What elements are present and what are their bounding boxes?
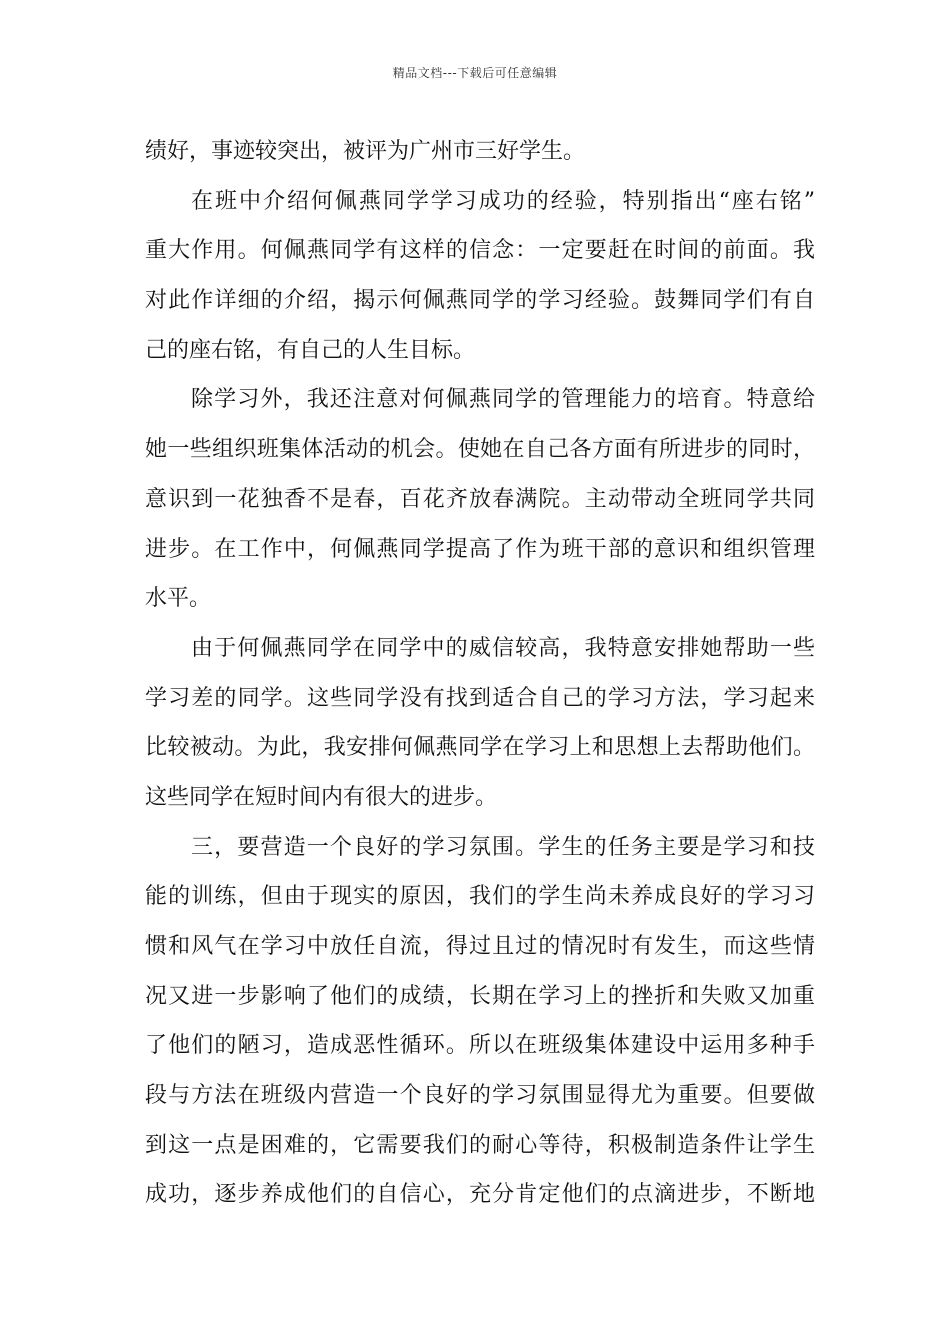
text-line: 三，要营造一个良好的学习氛围。学生的任务主要是学习和技 [191, 834, 815, 860]
text-line: 成功，逐步养成他们的自信心，充分肯定他们的点滴进步，不断地 [145, 1182, 815, 1208]
text-line: 能的训练，但由于现实的原因，我们的学生尚未养成良好的学习习 [145, 884, 815, 910]
text-line: 这些同学在短时间内有很大的进步。 [145, 784, 498, 810]
text-line: 学习差的同学。这些同学没有找到适合自己的学习方法，学习起来 [145, 685, 815, 711]
text-line: 进步。在工作中，何佩燕同学提高了作为班干部的意识和组织管理 [145, 536, 815, 562]
text-line: 了他们的陋习，造成恶性循环。所以在班级集体建设中运用多种手 [145, 1033, 815, 1059]
document-body [145, 127, 815, 1220]
text-line: 绩好，事迹较突出，被评为广州市三好学生。 [145, 139, 586, 164]
text-line: 由于何佩燕同学在同学中的威信较高，我特意安排她帮助一些 [191, 635, 815, 661]
text-line: 对此作详细的介绍，揭示何佩燕同学的学习经验。鼓舞同学们有自 [145, 288, 815, 314]
text-line: 在班中介绍何佩燕同学学习成功的经验，特别指出“座右铭” [191, 188, 815, 214]
text-line: 意识到一花独香不是春，百花齐放春满院。主动带动全班同学共同 [145, 486, 815, 512]
text-line: 除学习外，我还注意对何佩燕同学的管理能力的培育。特意给 [191, 387, 815, 413]
text-line: 段与方法在班级内营造一个良好的学习氛围显得尤为重要。但要做 [145, 1083, 815, 1109]
text-line: 比较被动。为此，我安排何佩燕同学在学习上和思想上去帮助他们。 [145, 735, 815, 761]
text-line: 到这一点是困难的，它需要我们的耐心等待，积极制造条件让学生 [145, 1132, 815, 1158]
page-header: 精品文档---下载后可任意编辑 [392, 66, 558, 80]
text-line: 惯和风气在学习中放任自流，得过且过的情况时有发生，而这些情 [145, 934, 815, 959]
text-line: 己的座右铭，有自己的人生目标。 [145, 337, 476, 363]
text-line: 况又进一步影响了他们的成绩，长期在学习上的挫折和失败又加重 [145, 983, 815, 1009]
text-line: 重大作用。何佩燕同学有这样的信念：一定要赶在时间的前面。我 [145, 238, 815, 264]
text-line: 她一些组织班集体活动的机会。使她在自己各方面有所进步的同时， [145, 437, 815, 463]
text-line: 水平。 [145, 586, 212, 612]
